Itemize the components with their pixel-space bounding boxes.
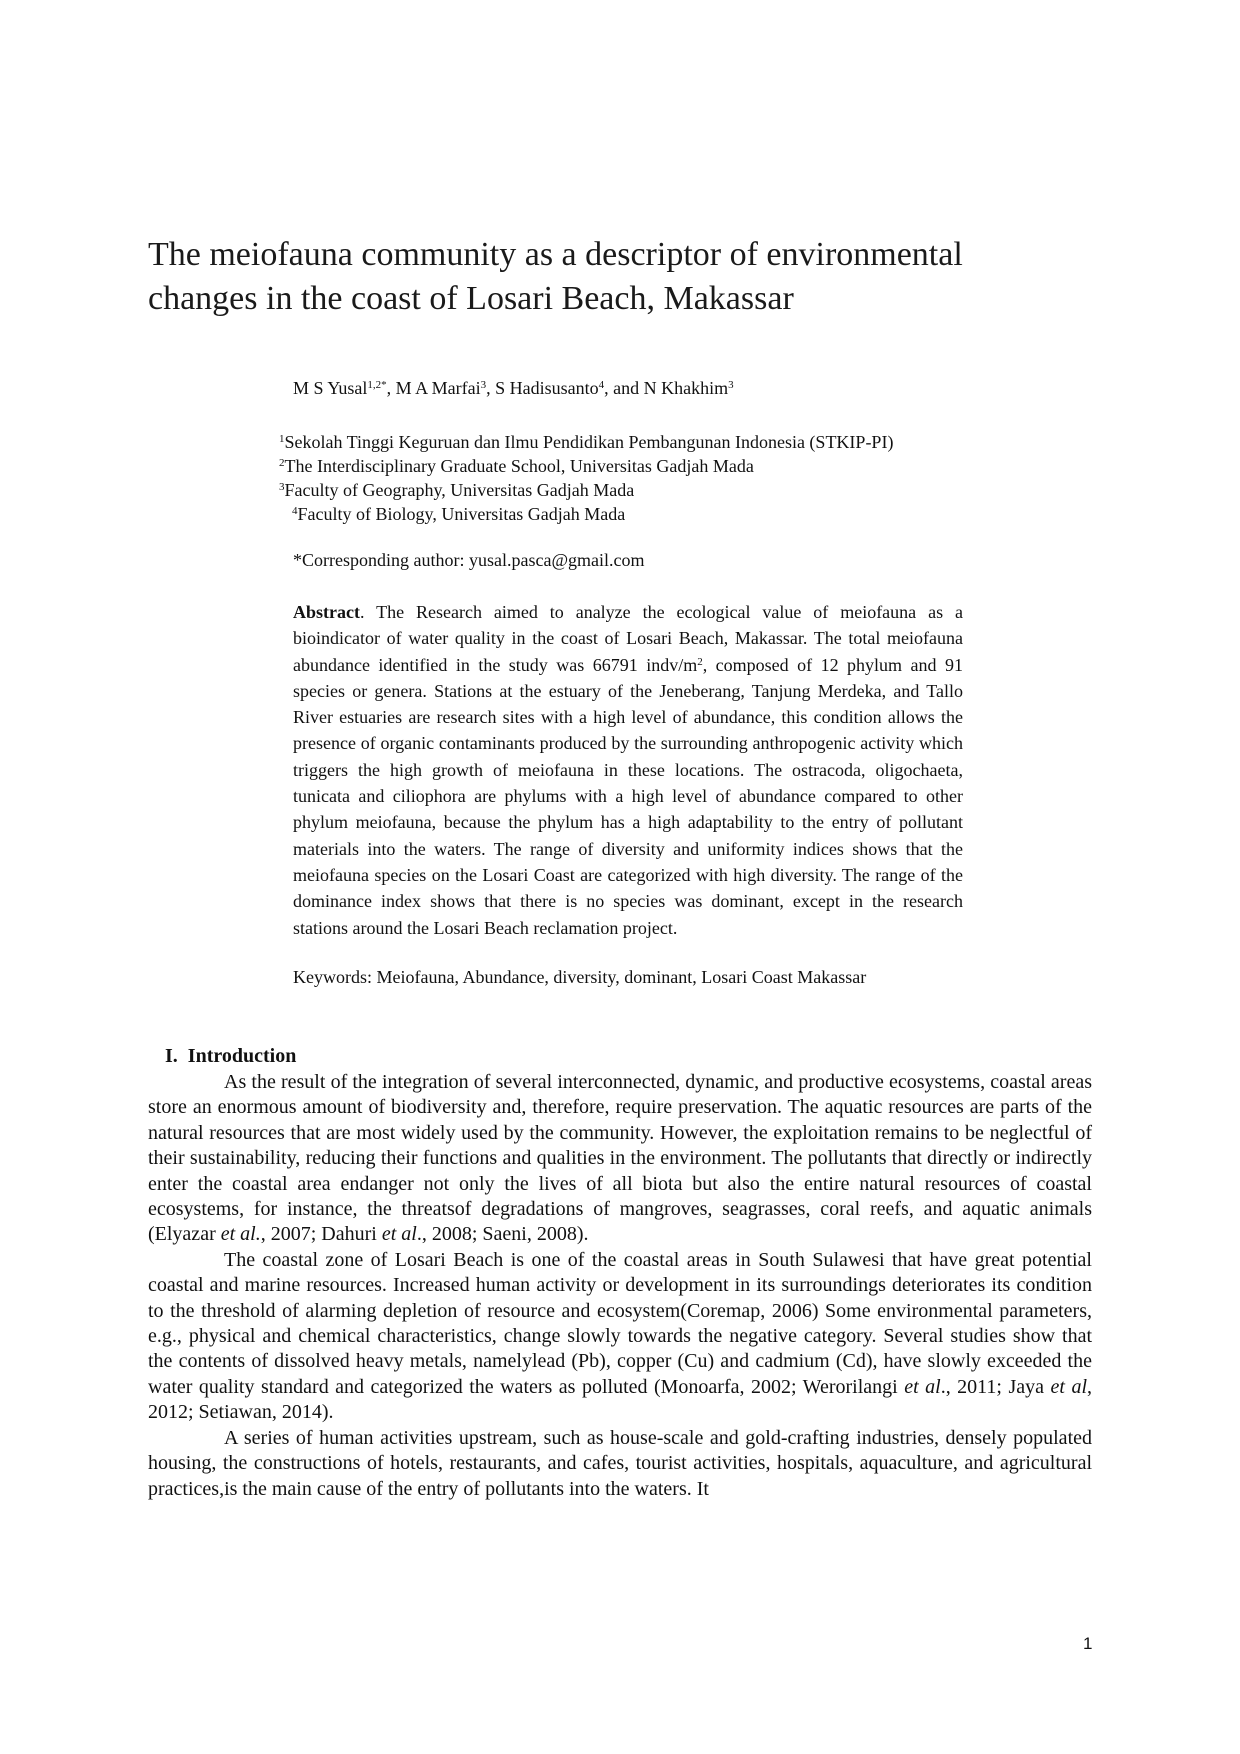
title-line-2: changes in the coast of Losari Beach, Makassar bbox=[148, 280, 794, 317]
abstract: Abstract. The Research aimed to analyze the ecological value of meiofauna as a bioindicator of water quality in the coast of Losari Beach, Makassar. The total meiofauna abundance identified in the study was 66791 indv/$m^2$, composed of 12 phylum and 91 species or genera. Stations at the estuary of the Jeneberang, Tanjung Merdeka, and Tallo River estuaries are research sites with a high level of abundance, this condition allows the presence of organic contaminants produced by the surrounding anthropogenic activity which triggers the high growth of meiofauna in these locations. The ostracoda, oligochaeta, tunicata and ciliophora are phylums with a high level of abundance compared to other phylum meiofauna, because the phylum has a high adaptability to the entry of pollutant materials into the waters. The range of diversity and uniformity indices shows that the meiofauna species on the Losari Coast are categorized with high diversity. The range of the dominance index shows that there is no species was dominant, except in the research stations around the Losari Beach reclamation project. bbox=[293, 602, 963, 938]
italic-citation: et al bbox=[381, 1223, 417, 1246]
author-1: M S Yusal$^{1,2*}$, bbox=[293, 378, 396, 398]
body-paragraph: A series of human activities upstream, such as house-scale and gold-crafting industries, densely populated housing, the constructions of hotels, restaurants, and cafes, tourist activities, hospitals, aquaculture, and agricultural practices,is the main cause of the entry of pollutants into the waters. It bbox=[148, 1426, 1092, 1500]
italic-citation: et al bbox=[904, 1375, 941, 1398]
page-number: 1 bbox=[1083, 1634, 1093, 1653]
affiliation-2: $^2$The Interdisciplinary Graduate School, Universitas Gadjah Mada bbox=[279, 456, 754, 476]
author-list bbox=[293, 377, 734, 399]
italic-citation: et al. bbox=[220, 1223, 261, 1246]
author-3: S Hadisusanto$^4$, and bbox=[495, 378, 644, 398]
affiliation-1: $^1$Sekolah Tinggi Keguruan dan Ilmu Pendidikan Pembangunan Indonesia (STKIP-PI) bbox=[279, 432, 894, 452]
title-line-1: The meiofauna community as a descriptor of environmental bbox=[148, 236, 963, 273]
keywords: Keywords: Meiofauna, Abundance, diversity, dominant, Losari Coast Makassar bbox=[293, 967, 867, 987]
body-paragraph: The coastal zone of Losari Beach is one of the coastal areas in South Sulawesi that have great potential coastal and marine resources. Increased human activity or development in its surroundings deteriorates its condition to the threshold of alarming depletion of resource and ecosystem(Coremap, 2006) Some environmental parameters, e.g., physical and chemical characteristics, change slowly towards the negative category. Several studies show that the contents of dissolved heavy metals, namelylead (Pb), copper (Cu) and cadmium (Cd), have slowly exceeded the water quality standard and categorized the waters as polluted (Monoarfa, 2002; Werorilangi et al., 2011; Jaya et al, 2012; Setiawan, 2014). bbox=[148, 1248, 1092, 1424]
introduction-body bbox=[148, 1070, 1092, 1502]
section-heading-introduction bbox=[165, 1045, 296, 1068]
affiliation-4: $^4$Faculty of Biology, Universitas Gadjah Mada bbox=[292, 504, 626, 524]
author-4: N Khakhim$^3$ bbox=[643, 378, 734, 398]
affiliation-3: $^3$Faculty of Geography, Universitas Gadjah Mada bbox=[279, 480, 635, 500]
body-paragraph: As the result of the integration of several interconnected, dynamic, and productive ecosystems, coastal areas store an enormous amount of biodiversity and, therefore, require preservation. The aquatic resources are parts of the natural resources that are most widely used by the community. However, the exploitation remains to be neglectful of their sustainability, reducing their functions and qualities in the environment. The pollutants that directly or indirectly enter the coastal area endanger not only the lives of all biota but also the entire natural resources of coastal ecosystems, for instance, the threatsof degradations of mangroves, seagrasses, coral reefs, and aquatic animals (Elyazar et al., 2007; Dahuri et al., 2008; Saeni, 2008). bbox=[148, 1071, 1092, 1246]
corresponding-author: *Corresponding author: yusal.pasca@gmail.com bbox=[293, 550, 645, 570]
italic-citation: et al bbox=[1050, 1375, 1087, 1398]
paper-title bbox=[148, 233, 1048, 321]
section-number: I. bbox=[165, 1045, 178, 1067]
section-title: Introduction bbox=[187, 1045, 297, 1067]
author-2: M A Marfai$^3$, bbox=[395, 378, 496, 398]
abstract-label: Abstract bbox=[293, 602, 360, 622]
affiliation-list bbox=[279, 430, 893, 526]
